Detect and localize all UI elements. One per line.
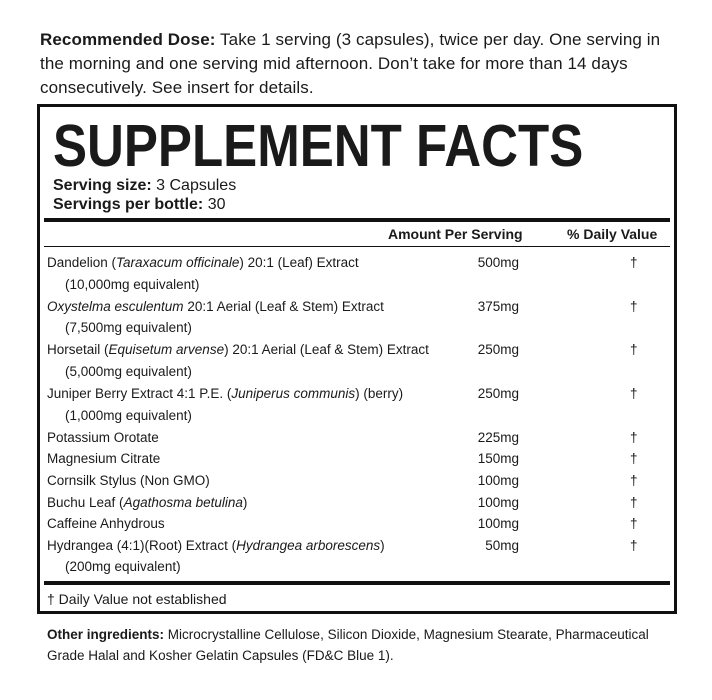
ingredient-name-text: Dandelion ( [47, 255, 117, 270]
ingredient-daily-value: † [630, 298, 638, 314]
ingredient-name-suffix: ) [380, 537, 385, 553]
ingredient-amount: 100mg [477, 516, 519, 532]
daily-value-footnote: † Daily Value not established [47, 591, 227, 607]
ingredient-daily-value: † [630, 342, 638, 358]
ingredient-name-text: Magnesium Citrate [47, 451, 161, 467]
ingredient-latin-name: Hydrangea arborescens [236, 537, 381, 553]
ingredient-amount: 100mg [477, 473, 519, 488]
ingredient-name-text: Caffeine Anhydrous [47, 516, 165, 532]
ingredient-daily-value: † [630, 255, 638, 270]
serving-size-label: Serving size: [53, 177, 152, 194]
ingredient-latin-name: Agathosma betulina [123, 494, 243, 510]
ingredient-daily-value: † [630, 473, 638, 488]
serving-size [53, 176, 236, 196]
recommended-dose-label: Recommended Dose: [40, 30, 216, 49]
servings-per-bottle [53, 195, 226, 215]
ingredient-equivalent: (5,000mg equivalent) [65, 363, 192, 379]
thick-divider-top [44, 218, 670, 222]
ingredient-amount: 150mg [477, 451, 519, 467]
ingredient-name-suffix: 20:1 Aerial (Leaf & Stem) Extract [183, 298, 384, 314]
ingredient-name [47, 516, 165, 531]
serving-size-value: 3 Capsules [151, 177, 237, 194]
ingredient-daily-value: † [630, 429, 638, 445]
ingredient-name-suffix: ) [242, 494, 248, 510]
ingredient-daily-value: † [630, 537, 638, 553]
ingredient-daily-value: † [630, 386, 638, 402]
ingredient-name [47, 255, 359, 270]
ingredient-name-suffix: ) (berry) [355, 386, 404, 402]
ingredient-name-text: Potassium Orotate [47, 429, 159, 445]
ingredient-name [47, 430, 159, 445]
ingredient-amount: 500mg [477, 255, 519, 270]
ingredient-equivalent: (1,000mg equivalent) [65, 407, 192, 423]
daily-value-header: % Daily Value [567, 226, 658, 242]
ingredient-name [47, 451, 160, 466]
ingredient-name-suffix: ) 20:1 (Leaf) Extract [239, 255, 359, 270]
ingredient-amount: 50mg [485, 537, 519, 553]
header-divider [44, 246, 670, 247]
ingredient-daily-value: † [630, 516, 638, 532]
ingredient-equivalent: (10,000mg equivalent) [65, 276, 200, 292]
amount-per-serving-header: Amount Per Serving [388, 226, 523, 242]
servings-per-bottle-label: Servings per bottle: [53, 196, 204, 213]
ingredient-equivalent: (200mg equivalent) [65, 559, 181, 575]
ingredient-name [47, 495, 247, 510]
ingredient-name-text: Cornsilk Stylus (Non GMO) [47, 473, 210, 488]
ingredient-name [47, 386, 403, 401]
ingredient-latin-name: Oxystelma esculentum [47, 298, 184, 314]
ingredient-latin-name: Juniperus communis [231, 386, 356, 402]
ingredient-name [47, 538, 385, 553]
recommended-dose-body: Take 1 serving (3 capsules), twice per day. One serving in the morning and one serving mid afternoon. Don’t take for more than 14 days consecutively. See insert for details. [40, 30, 661, 97]
ingredient-amount: 375mg [477, 298, 519, 314]
ingredient-amount: 250mg [477, 386, 519, 402]
ingredient-latin-name: Taraxacum officinale [116, 255, 240, 270]
ingredient-name-suffix: ) 20:1 Aerial (Leaf & Stem) Extract [224, 342, 429, 358]
other-ingredients-label: Other ingredients: [47, 627, 165, 642]
recommended-dose-text [40, 28, 680, 100]
panel-title: SUPPLEMENT FACTS [53, 113, 584, 179]
ingredient-name-text: Juniper Berry Extract 4:1 P.E. ( [47, 386, 232, 402]
ingredient-name-text: Buchu Leaf ( [47, 494, 124, 510]
ingredient-name [47, 342, 429, 357]
ingredient-daily-value: † [630, 451, 638, 467]
ingredient-name [47, 299, 384, 314]
ingredient-amount: 250mg [477, 342, 519, 358]
ingredient-latin-name: Equisetum arvense [108, 342, 225, 358]
ingredient-name-text: Hydrangea (4:1)(Root) Extract ( [47, 537, 237, 553]
ingredient-amount: 100mg [477, 494, 519, 510]
supplement-facts-panel [37, 104, 677, 614]
thick-divider-bottom [44, 581, 670, 585]
other-ingredients-text: Microcrystalline Cellulose, Silicon Dioxide, Magnesium Stearate, Pharmaceutical Grade Halal and Kosher Gelatin Capsules (FD&C Blue 1). [47, 627, 649, 663]
ingredient-daily-value: † [630, 494, 638, 510]
ingredient-amount: 225mg [477, 429, 519, 445]
ingredient-name-text: Horsetail ( [47, 342, 109, 358]
ingredient-name [47, 473, 210, 488]
other-ingredients [47, 624, 677, 666]
ingredient-equivalent: (7,500mg equivalent) [65, 320, 192, 336]
servings-per-bottle-value: 30 [203, 196, 226, 213]
